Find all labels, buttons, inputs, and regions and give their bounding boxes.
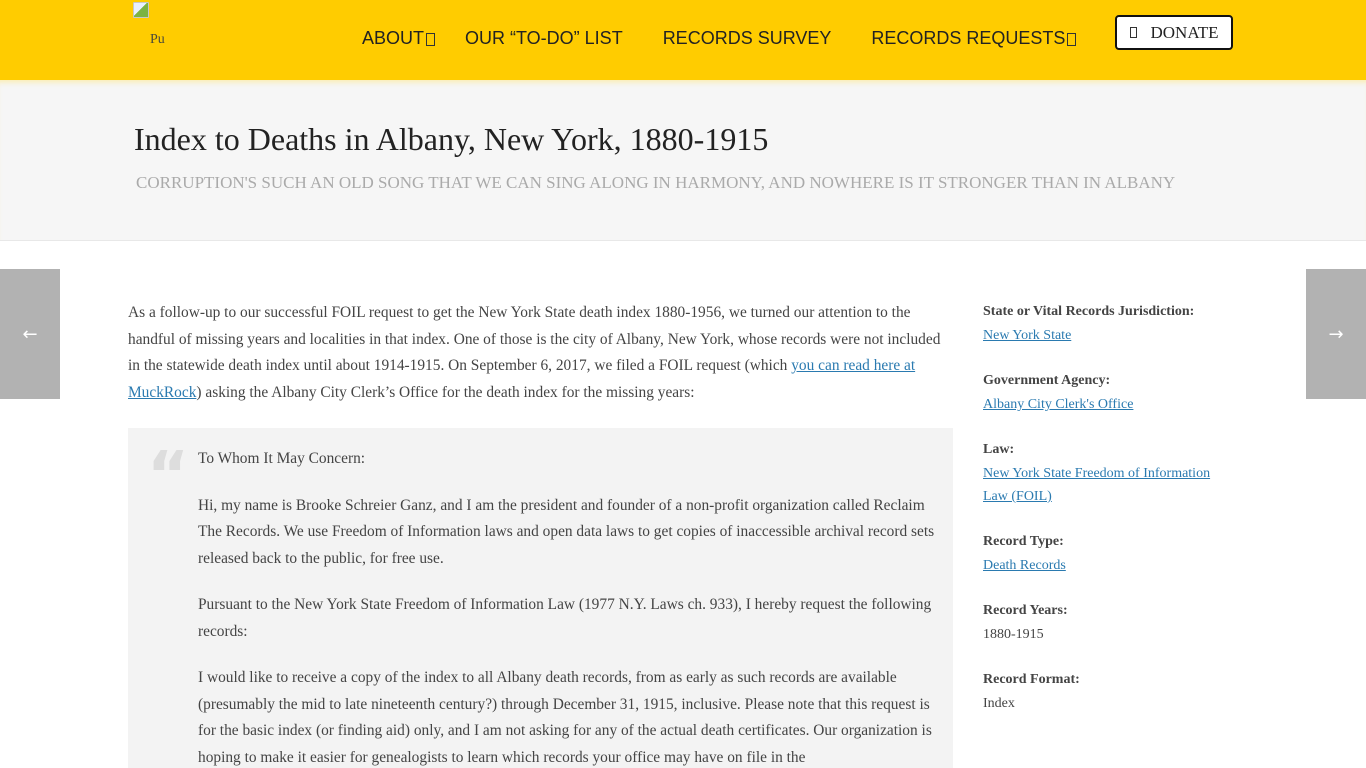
main-nav [362, 0, 1076, 80]
chevron-down-icon [426, 33, 435, 46]
agency-link[interactable]: Albany City Clerk's Office [983, 397, 1134, 412]
intro-paragraph [128, 300, 953, 406]
nav-item-todo-list[interactable] [465, 0, 623, 80]
nav-item-label: RECORDS REQUESTS [871, 28, 1066, 48]
foil-request-quote [128, 428, 953, 768]
meta-jurisdiction [983, 303, 1223, 347]
chevron-down-icon [1067, 33, 1076, 46]
quote-icon: “ [147, 439, 190, 513]
meta-record-years [983, 602, 1223, 646]
meta-record-type [983, 533, 1223, 577]
meta-agency [983, 372, 1223, 416]
previous-post-button[interactable] [0, 269, 60, 399]
logo-alt-text: Pu [150, 32, 165, 47]
quote-paragraph: I would like to receive a copy of the index to all Albany death records, from as early as such records are available (presumably the mid to late nineteenth century?) through December 31, 1915, inclusive. Please note that this request is for the basic index (or finding aid) only, and I am not asking for any of the actual death certificates. Our organization is hoping to make it easier for genealogists to learn which records your office may have on file in the [198, 669, 932, 766]
muckrock-link[interactable]: you can read here at MuckRock [128, 357, 916, 401]
meta-law [983, 441, 1223, 508]
site-logo[interactable] [133, 2, 183, 58]
quote-body [198, 446, 938, 768]
nav-item-label: RECORDS SURVEY [662, 28, 832, 48]
quote-paragraph: Pursuant to the New York State Freedom of Information Law (1977 N.Y. Laws ch. 933), I hereby request the following records: [198, 596, 932, 640]
broken-image-icon [133, 2, 149, 18]
meta-label: Government Agency: [983, 373, 1111, 388]
record-type-link[interactable]: Death Records [983, 558, 1066, 573]
page-title: Index to Deaths in Albany, New York, 1880-1915 [134, 121, 769, 157]
article-content [128, 300, 953, 766]
meta-label: Record Type: [983, 534, 1064, 549]
arrow-left-icon: ← [22, 323, 38, 345]
quote-paragraph: To Whom It May Concern: [198, 450, 366, 467]
meta-value: Index [983, 696, 1015, 711]
page-subtitle: CORRUPTION'S SUCH AN OLD SONG THAT WE CAN SING ALONG IN HARMONY, AND NOWHERE IS IT STRONGER THAN IN ALBANY [136, 173, 1176, 192]
nav-item-about[interactable] [362, 0, 435, 80]
law-link[interactable]: New York State Freedom of Information Law (FOIL) [983, 466, 1211, 504]
arrow-right-icon: → [1328, 323, 1344, 345]
intro-text: As a follow-up to our successful FOIL request to get the New York State death index 1880-1956, we turned our attention to the handful of missing years and localities in that index. One of those is the city of Albany, New York, whose records were not included in the statewide death index until about 1914-1915. On September 6, 2017, we filed a FOIL request (which [128, 304, 941, 374]
meta-label: State or Vital Records Jurisdiction: [983, 304, 1195, 319]
intro-text: ) asking the Albany City Clerk’s Office for the death index for the missing years: [196, 383, 695, 401]
nav-item-records-survey[interactable] [663, 0, 832, 80]
site-header [0, 0, 1366, 80]
heart-icon [1130, 27, 1137, 38]
meta-label: Record Years: [983, 603, 1068, 618]
meta-label: Law: [983, 442, 1015, 457]
donate-button[interactable] [1115, 15, 1233, 50]
nav-item-records-requests[interactable] [871, 0, 1076, 80]
nav-item-label: ABOUT [362, 28, 425, 48]
record-metadata-sidebar [983, 303, 1223, 740]
quote-paragraph: Hi, my name is Brooke Schreier Ganz, and I am the president and founder of a non-profit organization called Reclaim The Records. We use Freedom of Information laws and open data laws to get copies of inaccessible archival record sets released back to the public, for free use. [198, 496, 935, 567]
donate-label: DONATE [1150, 22, 1219, 42]
meta-record-format [983, 671, 1223, 715]
next-post-button[interactable] [1306, 269, 1366, 399]
meta-label: Record Format: [983, 672, 1080, 687]
title-band [0, 80, 1366, 241]
meta-value: 1880-1915 [983, 627, 1044, 642]
jurisdiction-link[interactable]: New York State [983, 328, 1072, 343]
nav-item-label: OUR “TO-DO” LIST [465, 28, 623, 48]
